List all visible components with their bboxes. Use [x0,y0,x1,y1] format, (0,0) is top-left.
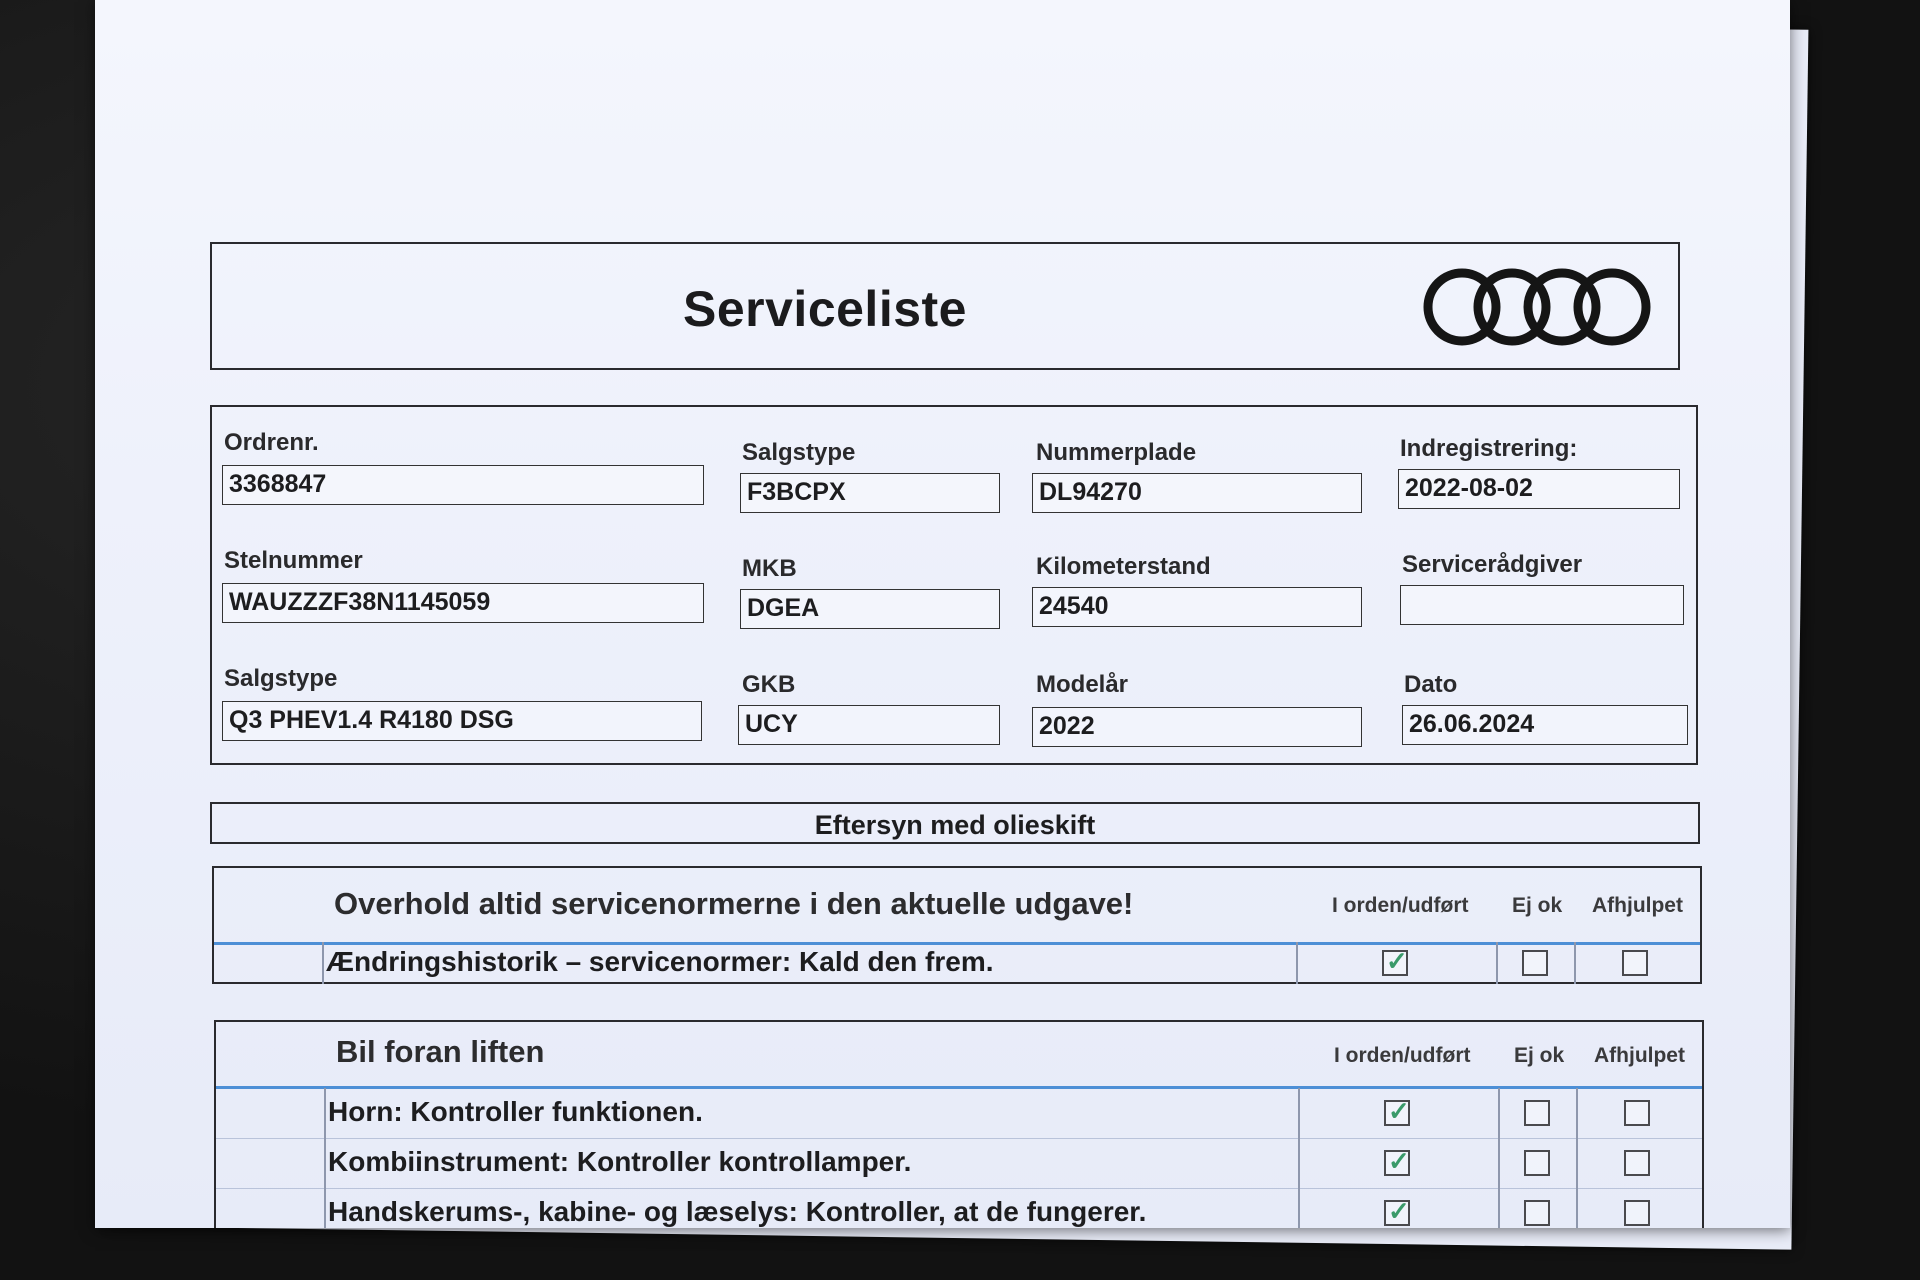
row-text: Ændringshistorik – servicenormer: Kald den frem. [326,946,994,977]
check-icon: ✓ [1388,1146,1410,1176]
label-gkb: GKB [742,671,796,698]
table-title: Bil foran liften [336,1034,545,1069]
check-icon: ✓ [1388,1196,1410,1226]
checkbox-i-orden[interactable] [1384,1196,1410,1226]
checkbox-ej-ok[interactable] [1522,950,1548,976]
field-gkb: UCY [738,705,1000,745]
checkbox-afhjulpet[interactable] [1622,950,1648,976]
label-nummerplade: Nummerplade [1036,439,1197,466]
section-banner [210,802,1700,844]
field-nummerplade: DL94270 [1032,473,1362,513]
checkbox-ej-ok[interactable] [1524,1200,1550,1226]
table-row [216,1138,1702,1189]
service-sheet [95,0,1790,1228]
checkbox-i-orden[interactable] [1382,946,1408,976]
servicenorm-table [212,866,1702,984]
title-box [210,242,1680,370]
row-text: Kombiinstrument: Kontroller kontrollamper. [328,1146,912,1177]
label-serviceraadgiver: Servicerådgiver [1402,551,1583,578]
table-row [214,942,1700,984]
vehicle-info-box [210,405,1698,765]
field-salgstype: F3BCPX [740,473,1000,513]
column-header-ej-ok: Ej ok [1512,894,1563,917]
field-modelaar: 2022 [1032,707,1362,747]
audi-rings-logo [1420,266,1656,348]
row-text: Horn: Kontroller funktionen. [328,1096,703,1127]
label-salgstype-model: Salgstype [224,665,338,692]
checkbox-afhjulpet[interactable] [1624,1150,1650,1176]
label-mkb: MKB [742,555,797,582]
table-row [216,1088,1702,1139]
bil-foran-liften-table [214,1020,1704,1228]
table-header [216,1022,1702,1089]
column-header-afhjulpet: Afhjulpet [1592,894,1683,917]
label-stelnummer: Stelnummer [224,547,363,574]
column-header-afhjulpet: Afhjulpet [1594,1044,1685,1067]
table-row [216,1188,1702,1228]
document-title: Serviceliste [683,281,967,337]
field-serviceraadgiver [1400,585,1684,625]
checkbox-i-orden[interactable] [1384,1146,1410,1176]
label-ordrenr: Ordrenr. [224,429,319,456]
checkbox-ej-ok[interactable] [1524,1150,1550,1176]
table-title: Overhold altid servicenormerne i den aktuelle udgave! [334,886,1134,921]
label-salgstype: Salgstype [742,439,856,466]
check-icon: ✓ [1386,946,1408,976]
field-kilometerstand: 24540 [1032,587,1362,627]
table-header [214,868,1700,945]
field-salgstype-model: Q3 PHEV1.4 R4180 DSG [222,701,702,741]
field-stelnummer: WAUZZZF38N1145059 [222,583,704,623]
section-banner-title: Eftersyn med olieskift [814,810,1096,840]
field-mkb: DGEA [740,589,1000,629]
label-modelaar: Modelår [1036,671,1129,698]
field-indregistrering: 2022-08-02 [1398,469,1680,509]
label-kilometerstand: Kilometerstand [1036,553,1211,580]
row-text: Handskerums-, kabine- og læselys: Kontroller, at de fungerer. [328,1196,1147,1227]
label-indregistrering: Indregistrering: [1400,435,1578,462]
field-dato: 26.06.2024 [1402,705,1688,745]
checkbox-afhjulpet[interactable] [1624,1200,1650,1226]
checkbox-ej-ok[interactable] [1524,1100,1550,1126]
check-icon: ✓ [1388,1096,1410,1126]
column-header-i-orden: I orden/udført [1332,894,1469,917]
column-header-i-orden: I orden/udført [1334,1044,1471,1067]
field-ordrenr: 3368847 [222,465,704,505]
column-header-ej-ok: Ej ok [1514,1044,1565,1067]
checkbox-i-orden[interactable] [1384,1096,1410,1126]
label-dato: Dato [1404,671,1458,698]
checkbox-afhjulpet[interactable] [1624,1100,1650,1126]
